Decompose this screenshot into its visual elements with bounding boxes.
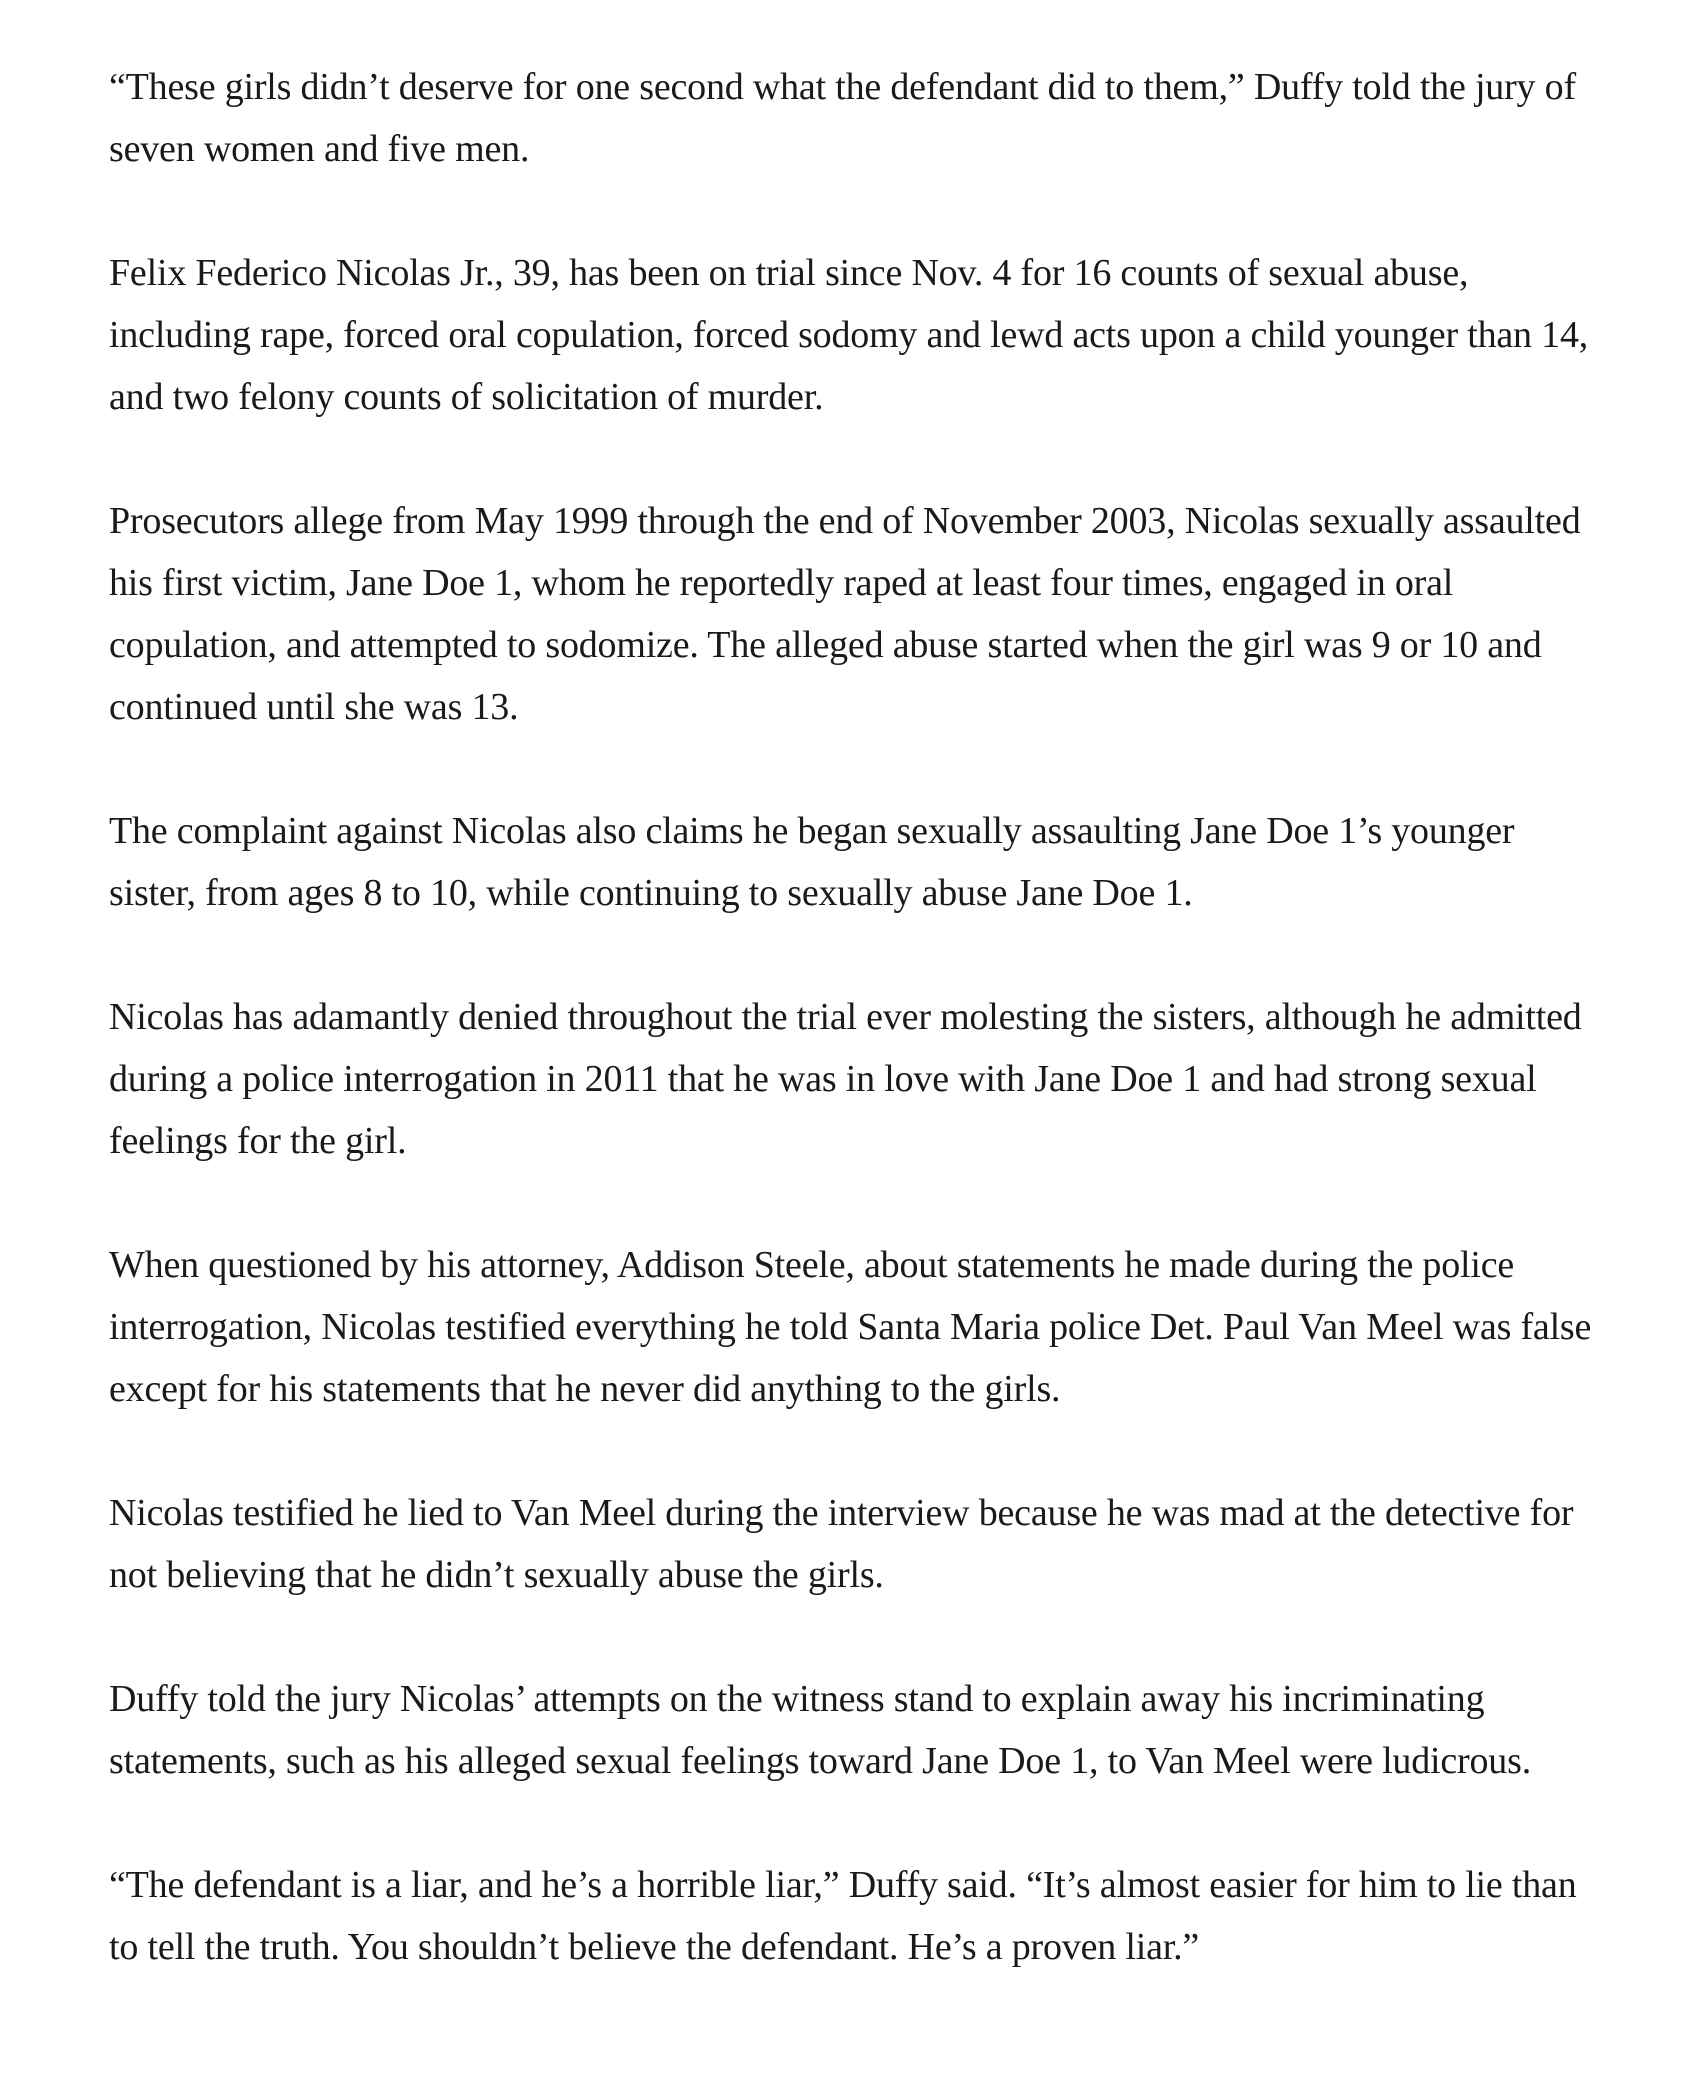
article-paragraph-9: “The defendant is a liar, and he’s a horrible liar,” Duffy said. “It’s almost easier for him to lie than to tell the truth. You shouldn’t believe the defendant. He’s a proven liar.” <box>109 1864 1577 1968</box>
article-paragraph-4: The complaint against Nicolas also claims he began sexually assaulting Jane Doe 1’s younger sister, from ages 8 to 10, while continuing to sexually abuse Jane Doe 1. <box>109 810 1515 914</box>
article-paragraph-3: Prosecutors allege from May 1999 through the end of November 2003, Nicolas sexually assaulted his first victim, Jane Doe 1, whom he reportedly raped at least four times, engaged in oral copulation, and attempted to sodomize. The alleged abuse started when the girl was 9 or 10 and continued until she was 13. <box>109 500 1581 728</box>
article-paragraph-8: Duffy told the jury Nicolas’ attempts on the witness stand to explain away his incriminating statements, such as his alleged sexual feelings toward Jane Doe 1, to Van Meel were ludicrous. <box>109 1678 1531 1782</box>
article-body <box>109 56 1599 2040</box>
article-paragraph-5: Nicolas has adamantly denied throughout the trial ever molesting the sisters, although he admitted during a police interrogation in 2011 that he was in love with Jane Doe 1 and had strong sexual feelings for the girl. <box>109 996 1582 1162</box>
article-paragraph-1: “These girls didn’t deserve for one second what the defendant did to them,” Duffy told the jury of seven women and five men. <box>109 66 1576 170</box>
article-paragraph-2: Felix Federico Nicolas Jr., 39, has been on trial since Nov. 4 for 16 counts of sexual abuse, including rape, forced oral copulation, forced sodomy and lewd acts upon a child younger than 14, and two felony counts of solicitation of murder. <box>109 252 1589 418</box>
article-paragraph-7: Nicolas testified he lied to Van Meel during the interview because he was mad at the detective for not believing that he didn’t sexually abuse the girls. <box>109 1492 1574 1596</box>
article-paragraph-6: When questioned by his attorney, Addison Steele, about statements he made during the police interrogation, Nicolas testified everything he told Santa Maria police Det. Paul Van Meel was false except for his statements that he never did anything to the girls. <box>109 1244 1592 1410</box>
